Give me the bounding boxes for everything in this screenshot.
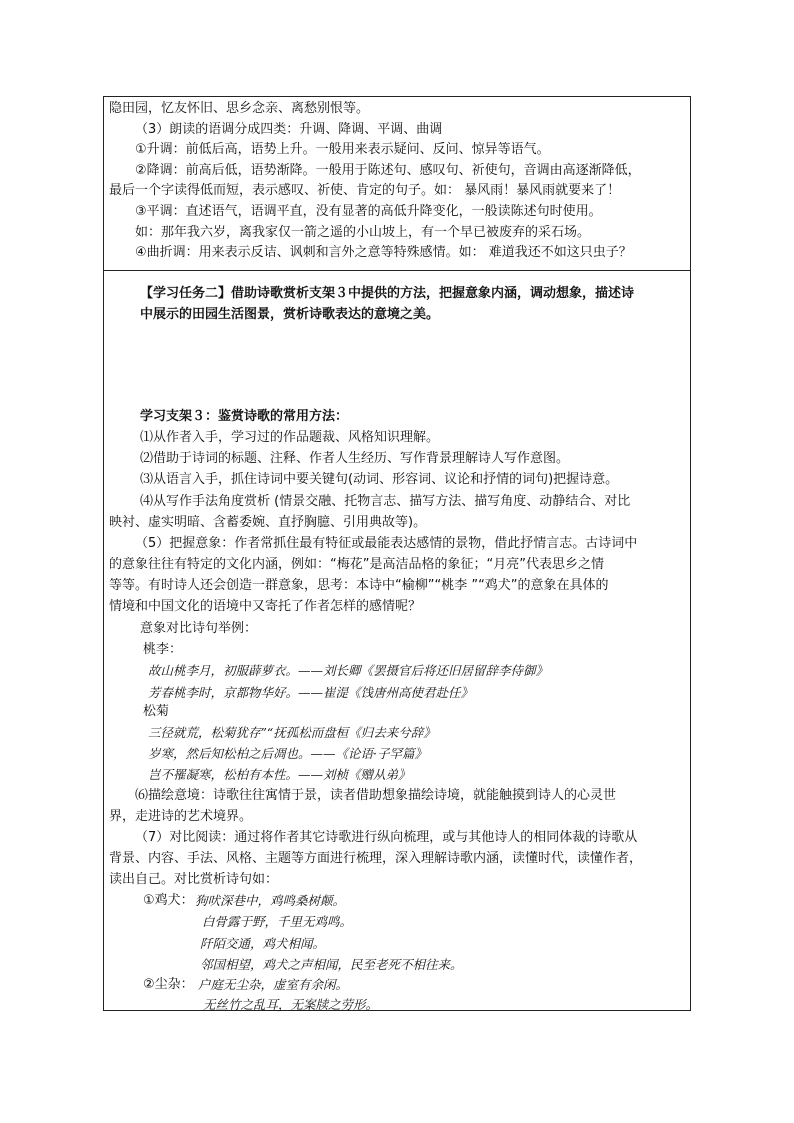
text-line: ⑶从语言入手，抓住诗词中要关键句(动词、形容词、议论和抒情的词句)把握诗意。 [140,472,619,487]
text-line: 最后一个字读得低而短，表示感叹、祈使、肯定的句子。如： 暴风雨！暴风雨就要来了！ [109,183,621,198]
poem-line: 阡陌交通，鸡犬相闻。 [200,936,326,951]
text-line: ②降调：前高后低，语势渐降。一般用于陈述句、感叹句、祈使句，音调由高逐渐降低， [135,163,641,178]
poem-line: 岁寒，然后知松柏之后凋也。——《论语·子罕篇》 [148,746,427,761]
text-line: ④曲折调：用来表示反诘、讽刺和言外之意等特殊感情。如： 难道我还不如这只虫子？ [135,245,632,260]
text-line: 松菊 [143,704,170,719]
text-line: 的意象往往有特定的文化内涵，例如：“梅花”是高洁品格的象征；“月亮”代表思乡之情 [109,557,604,572]
text-line: ⑵借助于诗词的标题、注释、作者人生经历、写作背景理解诗人写作意图。 [140,451,570,466]
text-line: 等等。有时诗人还会创造一群意象，思考：本诗中“榆柳”“桃李 ”“鸡犬”的意象在具体的 [109,578,609,593]
text-line: （7）对比阅读：通过将作者其它诗歌进行纵向梳理，或与其他诗人的相同体裁的诗歌从 [135,830,638,845]
poem-line: 邻国相望，鸡犬之声相闻，民至老死不相往来。 [200,957,463,972]
text-line: ①升调：前低后高，语势上升。一般用来表示疑问、反问、惊异等语气。 [135,142,550,157]
task-heading: 【学习任务二】借助诗歌赏析支架３中提供的方法，把握意象内涵，调动想象，描述诗 [140,286,635,301]
text-line: 界，走进诗的艺术境界。 [109,809,253,824]
poem-line: 三径就荒，松菊犹存”“抚孤松而盘桓《归去来兮辞》 [148,725,436,740]
text-line: （3）朗读的语调分成四类：升调、降调、平调、曲调 [135,122,443,137]
text-line: 意象对比诗句举例： [140,621,258,636]
poem-line: 狗吠深巷中，鸡鸣桑树颠。 [195,893,346,908]
text-line: ⑹描绘意境：诗歌往往寓情于景，读者借助想象描绘诗境，就能触摸到诗人的心灵世 [135,788,617,803]
poem-line: 芳春桃李时，京都物华好。——崔湜《饯唐州高使君赴任》 [148,685,474,700]
text-line: 背景、内容、手法、风格、主题等方面进行梳理，深入理解诗歌内涵，读懂时代，读懂作者， [109,851,643,866]
text-line: 桃李： [143,642,183,657]
text-line: 情境和中国文化的语境中又寄托了作者怎样的感情呢？ [109,599,422,614]
text-line: ⑷从写作手法角度赏析 (情景交融、托物言志、描写方法、描写角度、动静结合、对比 [140,494,631,509]
text-line: ③平调：直述语气，语调平直，没有显著的高低升降变化，一般读陈述句时使用。 [135,204,602,219]
poem-line: 户庭无尘杂，虚室有余闲。 [198,977,349,992]
text-line: 如：那年我六岁，离我家仅一箭之遥的小山坡上，有一个早已被废弃的采石场。 [135,225,591,240]
poem-line: 故山桃李月，初服薜萝衣。——刘长卿《罢摄官后将还旧居留辞李侍御》 [148,663,549,678]
poem-line: 白骨露于野，千里无鸡鸣。 [202,914,353,929]
text-line: 映衬、虚实明暗、含蓄委婉、直抒胸臆、引用典故等)。 [109,515,427,530]
text-line: ⑴从作者入手，学习过的作品题裁、风格知识理解。 [140,430,440,445]
text-line: ①鸡犬： [143,893,194,908]
poem-line: 岂不罹凝寒，松柏有本性。——刘桢《赠从弟》 [148,767,411,782]
text-line: ②尘杂： [143,977,194,992]
scaffold-title: 学习支架３：鉴赏诗歌的常用方法： [140,409,349,424]
table-row-divider [103,270,691,271]
text-line: 隐田园，忆友怀旧、思乡念亲、离愁别恨等。 [109,101,370,116]
text-line: （5）把握意象：作者常抓住最有特征或最能表达感情的景物，借此抒情言志。古诗词中 [135,536,638,551]
poem-line: 无丝竹之乱耳，无案牍之劳形。 [203,997,379,1012]
task-heading: 中展示的田园生活图景，赏析诗歌表达的意境之美。 [140,307,440,322]
text-line: 读出自己。对比赏析诗句如： [109,872,279,887]
